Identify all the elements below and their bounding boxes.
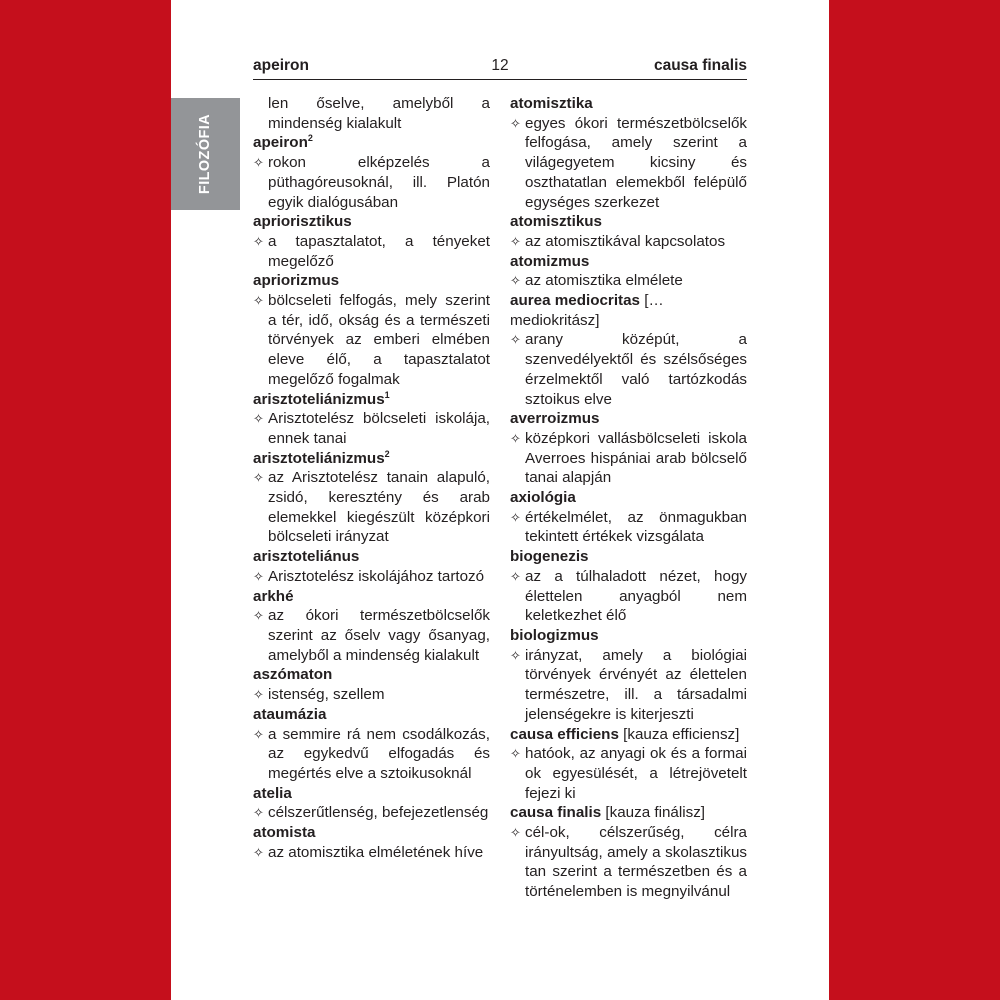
left-column [253, 94, 490, 862]
headword: apeiron [253, 134, 308, 152]
dictionary-entry [253, 547, 490, 586]
definition [253, 803, 490, 823]
star-icon: ✧ [253, 470, 264, 486]
headword: atelia [253, 784, 292, 802]
star-icon: ✧ [253, 411, 264, 427]
page-number: 12 [491, 57, 509, 74]
definition [253, 153, 490, 212]
star-icon: ✧ [510, 568, 521, 584]
star-icon: ✧ [510, 825, 521, 841]
dictionary-entry [253, 823, 490, 862]
headword: causa efficiens [510, 725, 619, 743]
star-icon: ✧ [253, 608, 264, 624]
star-icon: ✧ [253, 844, 264, 860]
dictionary-entry [253, 665, 490, 704]
entry-head [253, 784, 490, 804]
homonym-number: 1 [384, 389, 390, 400]
definition-text: az atomisztika elméletének híve [268, 843, 484, 861]
star-icon: ✧ [510, 115, 521, 131]
definition-text: az atomisztikával kapcsolatos [525, 232, 726, 250]
definition-text: rokon elképzelés a püthagóreusoknál, ill. Platón egyik dialógusában [268, 154, 490, 211]
star-icon: ✧ [253, 155, 264, 171]
dictionary-entry [510, 94, 747, 212]
entry-head [510, 252, 747, 272]
definition [253, 843, 490, 863]
dictionary-entry [510, 212, 747, 251]
definition [510, 114, 747, 213]
headword: averroizmus [510, 410, 600, 428]
pronunciation: [… mediokritász] [510, 292, 664, 329]
entry-head [510, 626, 747, 646]
definition-text: istenség, szellem [268, 686, 385, 704]
definition-text: az Arisztotelész tanain alapuló, zsidó, keresztény és arab elemekkel kiegészült középkori bölcseleti irányzat [268, 469, 490, 546]
definition-text: a tapasztalatot, a tényeket megelőző [268, 232, 490, 270]
dictionary-entry [253, 705, 490, 784]
star-icon: ✧ [253, 293, 264, 309]
definition [510, 823, 747, 902]
definition-text: az atomisztika elmélete [525, 272, 683, 290]
star-icon: ✧ [510, 233, 521, 249]
definition [253, 567, 490, 587]
definition-text: arany középút, a szenvedélyektől és szélsőséges érzelmektől való tartózkodás sztoikus elve [525, 331, 747, 408]
headword: biologizmus [510, 626, 599, 644]
headword: arkhé [253, 587, 294, 605]
header-last-headword: causa finalis [653, 57, 747, 74]
entry-head [510, 803, 747, 823]
dictionary-entry [253, 390, 490, 449]
dictionary-entry [253, 784, 490, 823]
dictionary-entry [253, 212, 490, 271]
definition-text: Arisztotelész iskolájához tartozó [268, 567, 485, 585]
star-icon: ✧ [510, 647, 521, 663]
headword: arisztoteliánizmus [253, 390, 385, 408]
entry-head [510, 725, 747, 745]
entry-head [253, 133, 490, 153]
star-icon: ✧ [510, 332, 521, 348]
section-tab-label: FILOZÓFIA [197, 113, 213, 195]
headword: atomisztikus [510, 213, 602, 231]
continued-definition: len őselve, amelyből a mindenség kialakult [268, 95, 490, 132]
dictionary-entry [510, 725, 747, 804]
right-column [510, 94, 747, 902]
definition [253, 232, 490, 271]
dictionary-entry [253, 133, 490, 212]
headword: atomista [253, 824, 316, 842]
definition-text: bölcseleti felfogás, mely szerint a tér, idő, okság és a természeti törvények az emberi elmében eleve élő, a tapasztalatot megelőző fogalmak [268, 292, 490, 388]
headword: apriorizmus [253, 272, 340, 290]
definition-text: Arisztotelész bölcseleti iskolája, ennek tanai [268, 410, 490, 447]
definition [253, 468, 490, 547]
dictionary-entry [510, 252, 747, 291]
definition [510, 744, 747, 803]
entry-head [253, 547, 490, 567]
definition-text: az a túlhaladott nézet, hogy élettelen anyagból nem keletkezhet élő [525, 567, 747, 625]
star-icon: ✧ [253, 687, 264, 703]
dictionary-entry [510, 291, 747, 409]
pronunciation: [kauza finálisz] [605, 804, 706, 822]
headword: atomizmus [510, 252, 590, 270]
entry-head [253, 390, 490, 410]
star-icon: ✧ [253, 805, 264, 821]
definition [510, 646, 747, 725]
headword: axiológia [510, 489, 576, 507]
entry-head [253, 587, 490, 607]
dictionary-entry [510, 488, 747, 547]
definition-text: irányzat, amely a biológiai törvények érvényét az élettelen természetre, ill. a társadalmi jelenségekre is kiterjeszti [525, 646, 747, 723]
dictionary-entry [253, 449, 490, 548]
definition [510, 429, 747, 488]
star-icon: ✧ [253, 233, 264, 249]
entry-head [253, 705, 490, 725]
definition [510, 232, 747, 252]
star-icon: ✧ [253, 568, 264, 584]
homonym-number: 2 [307, 133, 313, 144]
definition [253, 685, 490, 705]
star-icon: ✧ [510, 273, 521, 289]
dictionary-entry [253, 587, 490, 666]
definition-text: célszerűtlenség, befejezetlenség [268, 804, 489, 822]
headword: apriorisztikus [253, 213, 352, 231]
entry-head [253, 449, 490, 469]
definition-text: hatóok, az anyagi ok és a formai ok egyesülését, a létrejövetelt fejezi ki [525, 745, 747, 802]
entry-head [510, 547, 747, 567]
star-icon: ✧ [510, 746, 521, 762]
definition-text: középkori vallásbölcseleti iskola Averroes hispániai arab bölcselő tanai alapján [525, 429, 747, 487]
dictionary-entry [510, 626, 747, 725]
pronunciation: [kauza efficiensz] [623, 725, 740, 743]
definition [510, 271, 747, 291]
definition-text: egyes ókori természetbölcselők felfogása, amely szerint a világegyetem kicsiny és oszthatatlan elemekből felépülő egységes szerkezet [525, 114, 747, 211]
entry-head [510, 409, 747, 429]
star-icon: ✧ [510, 430, 521, 446]
headword: aurea mediocritas [510, 292, 640, 310]
headword: biogenezis [510, 548, 589, 566]
dictionary-entry [510, 409, 747, 488]
entry-head [510, 488, 747, 508]
entry-head [253, 665, 490, 685]
definition [253, 291, 490, 390]
definition-text: az ókori természetbölcselők szerint az őselv vagy ősanyag, amelyből a mindenség kialakult [268, 607, 490, 664]
header-first-headword: apeiron [253, 57, 309, 74]
definition [510, 508, 747, 547]
section-tab [171, 98, 240, 210]
running-header [253, 55, 747, 80]
definition [510, 330, 747, 409]
entry-head [510, 94, 747, 114]
homonym-number: 2 [384, 448, 390, 459]
headword: arisztoteliánus [253, 548, 360, 566]
entry-head [253, 212, 490, 232]
definition-text: cél-ok, célszerűség, célra irányultság, amely a skolasztikus tan szerint a természetben és a történelemben is megnyilvánul [525, 824, 747, 901]
entry-head [510, 212, 747, 232]
definition-text: értékelmélet, az önmagukban tekintett értékek vizsgálata [525, 508, 747, 546]
headword: atomisztika [510, 95, 593, 112]
definition [253, 409, 490, 448]
definition [253, 606, 490, 665]
star-icon: ✧ [510, 509, 521, 525]
headword: arisztoteliánizmus [253, 449, 385, 467]
headword: ataumázia [253, 705, 327, 723]
dictionary-entry [510, 547, 747, 626]
headword: causa finalis [510, 804, 602, 822]
entry-head [253, 823, 490, 843]
star-icon: ✧ [253, 726, 264, 742]
definition [253, 725, 490, 784]
definition [510, 567, 747, 626]
dictionary-entry [253, 271, 490, 389]
definition-text: a semmire rá nem csodálkozás, az egykedvű elfogadás és megértés elve a sztoikusoknál [268, 725, 490, 782]
entry-head [510, 291, 747, 330]
dictionary-entry [510, 803, 747, 902]
entry-head [253, 271, 490, 291]
headword: aszómaton [253, 666, 333, 684]
